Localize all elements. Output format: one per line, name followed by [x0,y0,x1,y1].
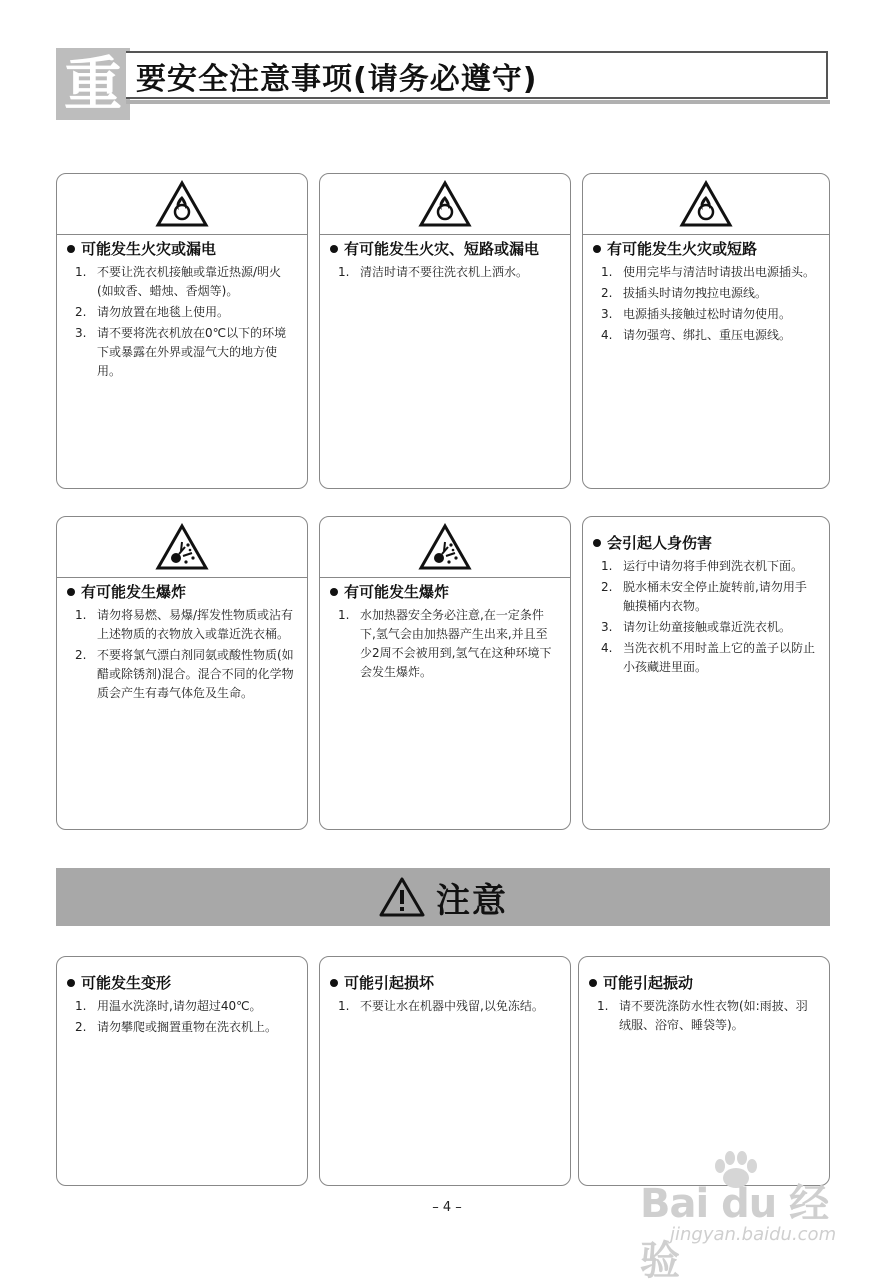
page-header [56,48,830,118]
list-item: 2. 请勿攀爬或搁置重物在洗衣机上。 [75,1020,278,1034]
list-item: 1. 不要让水在机器中残留,以免冻结。 [338,999,544,1013]
list-item: 3. 请不要将洗衣机放在0℃以下的环境下或暴露在外界或湿气大的地方使用。 [75,326,287,378]
bullet-icon [593,539,601,547]
warning-card-fire-short-leakage [319,173,571,489]
card-title: 可能引起振动 [589,973,817,993]
baidu-jingyan-watermark [640,1150,860,1284]
card-list [593,263,817,345]
bullet-icon [593,245,601,253]
page-title: 要安全注意事项(请务必遵守) [136,62,538,97]
card-icon-area [320,517,570,578]
header-underline [126,100,830,104]
page-number: – 4 – [432,1200,462,1215]
list-item: 1. 不要让洗衣机接触或靠近热源/明火(如蚊香、蜡烛、香烟等)。 [75,265,282,298]
fire-warning-icon [418,180,472,228]
card-title: 可能发生火灾或漏电 [67,239,295,259]
card-list [593,557,817,677]
card-list [330,997,558,1016]
watermark-url: jingyan.baidu.com [670,1224,837,1245]
list-item: 4. 请勿强弯、绑扎、重压电源线。 [601,328,792,342]
list-item: 2. 不要将氯气漂白剂同氨或酸性物质(如醋或除锈剂)混合。混合不同的化学物质会产生有毒气体危及生命。 [75,648,294,700]
caution-card-damage [319,956,571,1186]
explosion-warning-icon [155,523,209,571]
card-title: 可能发生变形 [67,973,295,993]
list-item: 1. 使用完毕与清洁时请拔出电源插头。 [601,265,816,279]
card-list [67,263,295,381]
card-list [67,606,295,703]
card-title: 可能引起损坏 [330,973,558,993]
caution-card-deformation [56,956,308,1186]
warning-card-fire-leakage [56,173,308,489]
list-item: 1. 用温水洗涤时,请勿超过40℃。 [75,999,262,1013]
bullet-icon [330,588,338,596]
bullet-icon [330,979,338,987]
fire-warning-icon [679,180,733,228]
list-item: 1. 请勿将易燃、易爆/挥发性物质或沾有上述物质的衣物放入或靠近洗衣桶。 [75,608,294,641]
card-list [67,997,295,1037]
list-item: 1. 清洁时请不要往洗衣机上洒水。 [338,265,529,279]
card-icon-area [583,174,829,235]
list-item: 2. 脱水桶未安全停止旋转前,请勿用手触摸桶内衣物。 [601,580,807,613]
warning-card-injury [582,516,830,830]
card-title: 有可能发生火灾或短路 [593,239,817,259]
list-item: 1. 运行中请勿将手伸到洗衣机下面。 [601,559,804,573]
card-icon-area [57,174,307,235]
card-icon-area [57,517,307,578]
warning-card-explosion-2 [319,516,571,830]
warning-triangle-icon [378,876,426,918]
bullet-icon [67,979,75,987]
caution-label: 注意 [436,880,508,921]
watermark-brand: Bai du 经验 [640,1181,829,1284]
bullet-icon [330,245,338,253]
card-list [589,997,817,1035]
bullet-icon [67,588,75,596]
bullet-icon [589,979,597,987]
explosion-warning-icon [418,523,472,571]
card-icon-area [320,174,570,235]
list-item: 2. 拔插头时请勿拽拉电源线。 [601,286,768,300]
card-title: 会引起人身伤害 [593,533,817,553]
warning-card-explosion-1 [56,516,308,830]
list-item: 3. 电源插头接触过松时请勿使用。 [601,307,792,321]
list-item: 4. 当洗衣机不用时盖上它的盖子以防止小孩藏进里面。 [601,641,816,674]
bullet-icon [67,245,75,253]
list-item: 3. 请勿让幼童接触或靠近洗衣机。 [601,620,792,634]
caution-banner [56,868,830,926]
fire-warning-icon [155,180,209,228]
card-title: 有可能发生爆炸 [330,582,558,602]
list-item: 1. 请不要洗涤防水性衣物(如:雨披、羽绒服、浴帘、睡袋等)。 [597,999,808,1032]
header-emphasis-char: 重 [56,48,130,120]
warning-card-fire-short [582,173,830,489]
card-list [330,263,558,282]
card-title: 有可能发生火灾、短路或漏电 [330,239,558,259]
list-item: 2. 请勿放置在地毯上使用。 [75,305,230,319]
list-item: 1. 水加热器安全务必注意,在一定条件下,氢气会由加热器产生出来,并且至少2周不会被用到,氢气在这种环境下会发生爆炸。 [338,608,552,679]
card-title: 有可能发生爆炸 [67,582,295,602]
card-list [330,606,558,682]
